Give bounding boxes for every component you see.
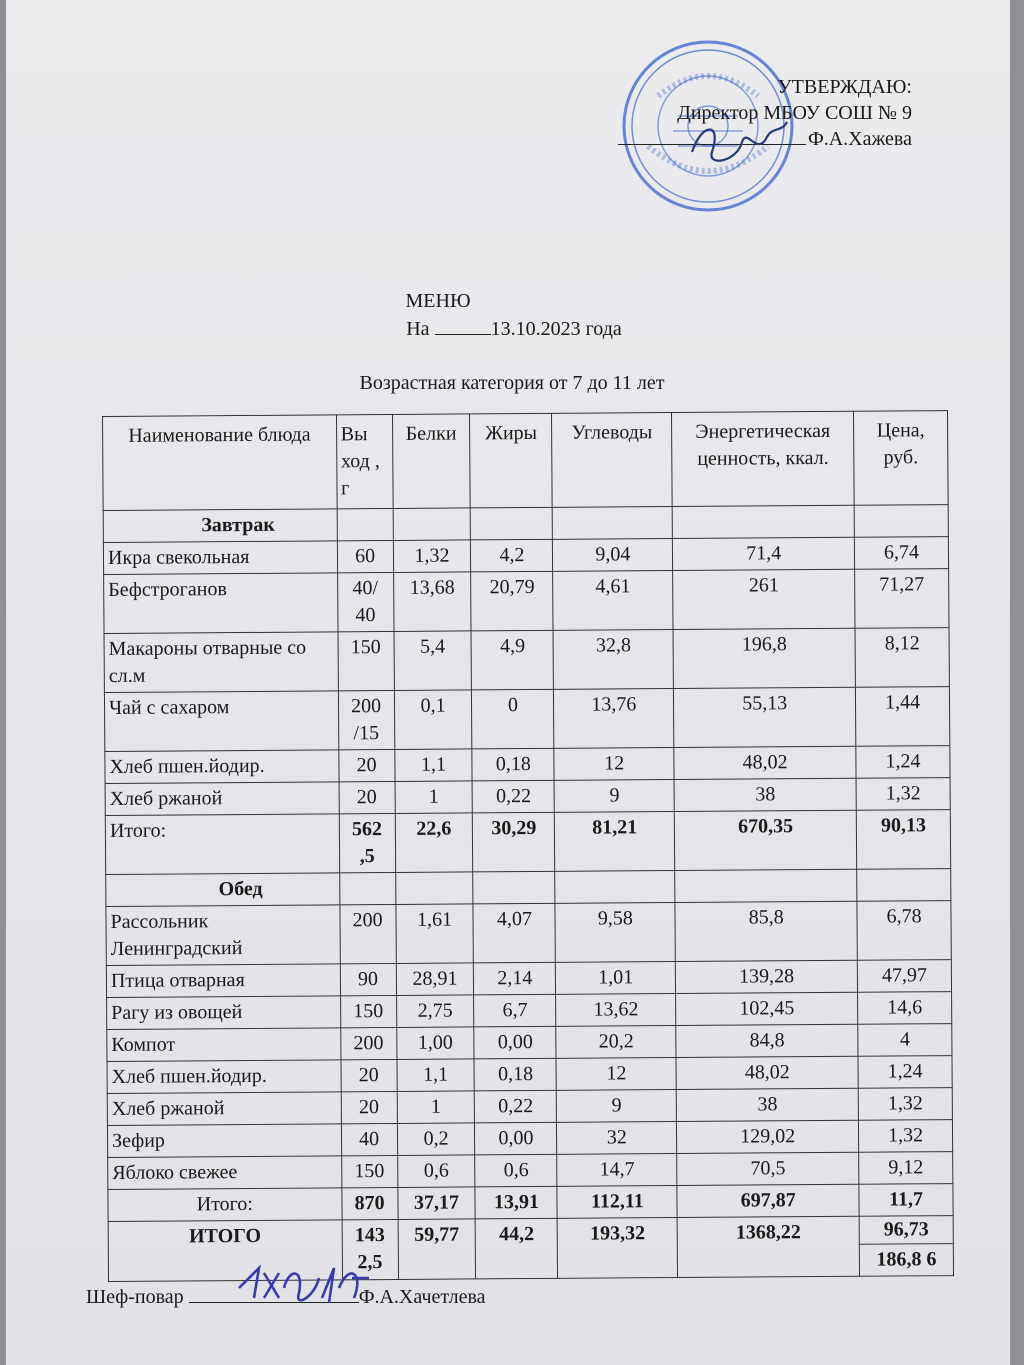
cell-yield: 20 (341, 1091, 397, 1123)
cell-energy: 38 (674, 778, 856, 811)
cell-carbs: 1,01 (556, 962, 676, 995)
cell-yield: 90 (340, 963, 396, 995)
cell-fat: 44,2 (476, 1218, 558, 1279)
cell-yield: 870 (342, 1187, 398, 1219)
cell-price: 11,7 (859, 1184, 953, 1217)
cell-energy: 71,4 (673, 537, 855, 570)
cell-protein: 13,68 (393, 572, 471, 632)
cell-energy: 38 (676, 1088, 858, 1121)
cell-price: 6,74 (854, 537, 948, 570)
cell-protein: 1,32 (393, 540, 471, 573)
cell-energy: 697,87 (677, 1184, 859, 1217)
cell-fat: 13,91 (475, 1186, 557, 1219)
total-price-extra: 96,73 (860, 1216, 953, 1245)
approval-position: Директор МБОУ СОШ № 9 (677, 102, 912, 124)
cell-price: 1,32 (856, 778, 950, 811)
cell-protein: 22,6 (395, 813, 473, 873)
section-label: Завтрак (103, 509, 337, 543)
chef-role: Шеф-повар (86, 1286, 184, 1308)
approval-name: Ф.А.Хажева (807, 128, 912, 150)
table-row (104, 687, 949, 752)
cell-protein: 1,00 (396, 1027, 474, 1060)
cell-carbs: 112,11 (557, 1186, 677, 1219)
table-row (106, 901, 951, 966)
cell-carbs: 9,58 (555, 903, 675, 963)
cell-protein: 5,4 (394, 631, 472, 691)
cell-carbs: 9 (557, 1090, 677, 1123)
cell-name: Хлеб пшен.йодир. (105, 750, 339, 784)
col-header-fat: Жиры (470, 413, 553, 508)
cell-price: 47,97 (857, 960, 951, 993)
cell-yield: 200 (340, 904, 396, 963)
cell-protein: 28,91 (396, 963, 474, 996)
cell-energy: 670,35 (675, 810, 857, 870)
cell-protein: 1 (395, 781, 473, 814)
director-signature (682, 112, 792, 170)
cell-price: 1,44 (856, 687, 950, 747)
cell-yield: 20 (338, 749, 394, 781)
cell-fat: 2,14 (474, 962, 556, 995)
cell-yield: 60 (337, 540, 393, 572)
chef-name: Ф.А.Хачетлева (358, 1286, 486, 1308)
cell-energy: 1368,22 (677, 1216, 859, 1277)
cell-fat: 0,00 (475, 1122, 557, 1155)
date-value: 13.10.2023 года (490, 318, 622, 340)
cell-energy: 84,8 (676, 1024, 858, 1057)
cell-protein: 1,1 (394, 749, 472, 782)
cell-energy: 139,28 (676, 960, 858, 993)
cell-carbs: 9,04 (553, 539, 673, 572)
document-title: МЕНЮ (405, 290, 471, 312)
cell-name: Хлеб пшен.йодир. (107, 1060, 341, 1094)
cell-protein: 2,75 (396, 995, 474, 1028)
date-underline (435, 334, 491, 335)
chef-signature (234, 1258, 374, 1318)
cell-name: Чай с сахаром (104, 691, 338, 752)
cell-name: Хлеб ржаной (105, 782, 339, 816)
cell-name: Бефстроганов (104, 573, 338, 634)
cell-fat: 0,18 (472, 748, 554, 781)
cell-price: 71,27 (855, 569, 949, 629)
col-header-energy: Энергетическая ценность, ккал. (672, 411, 854, 506)
cell-name: Рассольник Ленинградский (106, 905, 340, 966)
cell-name: Итого: (108, 1188, 342, 1222)
cell-price: 8,12 (855, 628, 949, 688)
cell-fat: 6,7 (474, 994, 556, 1027)
cell-yield: 20 (341, 1059, 397, 1091)
cell-protein: 37,17 (397, 1187, 475, 1220)
cell-price: 1,24 (856, 746, 950, 779)
cell-energy: 48,02 (674, 746, 856, 779)
cell-yield: 20 (339, 781, 395, 813)
cell-energy: 70,5 (677, 1152, 859, 1185)
cell-fat: 20,79 (471, 571, 553, 631)
cell-price: 14,6 (858, 992, 952, 1025)
cell-yield: 143 2,5 (342, 1219, 398, 1279)
cell-name: Рагу из овощей (107, 996, 341, 1030)
table-header-row (103, 411, 949, 511)
cell-carbs: 13,76 (554, 689, 674, 749)
cell-carbs: 12 (556, 1058, 676, 1091)
cell-carbs: 193,32 (557, 1218, 677, 1279)
col-header-price: Цена, руб. (854, 411, 949, 506)
cell-protein: 0,6 (397, 1155, 475, 1188)
cell-carbs: 20,2 (556, 1026, 676, 1059)
cell-fat: 0,22 (475, 1090, 557, 1123)
cell-name: Яблоко свежее (108, 1156, 342, 1190)
cell-protein: 0,2 (397, 1123, 475, 1156)
cell-name: Птица отварная (106, 964, 340, 998)
cell-energy: 55,13 (674, 687, 856, 747)
table-row (104, 628, 949, 693)
cell-fat: 0,18 (474, 1058, 556, 1091)
section-label: Обед (106, 873, 340, 907)
cell-name: Зефир (107, 1124, 341, 1158)
cell-fat: 4,07 (473, 903, 555, 963)
cell-price: 90,13 (856, 810, 950, 870)
cell-yield: 562 ,5 (339, 813, 395, 872)
cell-fat: 4,2 (471, 539, 553, 572)
cell-carbs: 32,8 (553, 630, 673, 690)
cell-carbs: 4,61 (553, 571, 673, 631)
cell-yield: 150 (340, 995, 396, 1027)
cell-energy: 102,45 (676, 992, 858, 1025)
cell-protein: 1 (397, 1091, 475, 1124)
col-header-name: Наименование блюда (103, 415, 337, 511)
cell-name: ИТОГО (108, 1220, 342, 1282)
cell-price: 1,32 (859, 1120, 953, 1153)
cell-yield: 40 (341, 1123, 397, 1155)
cell-name: Хлеб ржаной (107, 1092, 341, 1126)
cell-yield: 150 (338, 631, 394, 690)
date-prefix: На (406, 318, 430, 340)
cell-carbs: 13,62 (556, 994, 676, 1027)
cell-name: Макароны отварные со сл.м (104, 632, 338, 693)
cell-energy: 85,8 (675, 901, 857, 961)
cell-carbs: 81,21 (555, 812, 675, 872)
cell-fat: 0,00 (474, 1026, 556, 1059)
cell-protein: 1,61 (395, 904, 473, 964)
breakfast-total-row (105, 810, 950, 875)
menu-table (102, 410, 954, 1282)
cell-carbs: 32 (557, 1122, 677, 1155)
cell-fat: 4,9 (471, 630, 553, 690)
cell-name: Икра свекольная (103, 541, 337, 575)
cell-price: 4 (858, 1024, 952, 1057)
cell-yield: 200 /15 (338, 690, 394, 749)
cell-price: 1,24 (858, 1056, 952, 1089)
table-row (104, 569, 949, 634)
cell-price: 6,78 (857, 901, 951, 961)
menu-table-body (103, 505, 953, 1282)
cell-carbs: 14,7 (557, 1154, 677, 1187)
cell-price: 1,32 (858, 1088, 952, 1121)
col-header-yield: Вы ход , г (336, 414, 393, 508)
col-header-carbs: Углеводы (552, 413, 673, 508)
cell-name: Компот (107, 1028, 341, 1062)
cell-yield: 40/ 40 (337, 572, 393, 631)
date-line (12, 318, 1016, 341)
cell-protein: 59,77 (398, 1219, 476, 1280)
cell-price: 96,73 186,8 6 (859, 1216, 953, 1277)
col-header-protein: Белки (392, 414, 471, 509)
cell-fat: 0,22 (473, 780, 555, 813)
document-page (6, 0, 1010, 1365)
cell-fat: 0 (472, 689, 554, 749)
age-category: Возрастная категория от 7 до 11 лет (359, 372, 665, 394)
cell-protein: 1,1 (397, 1059, 475, 1092)
approval-heading: УТВЕРЖДАЮ: (777, 76, 912, 98)
cell-energy: 261 (673, 569, 855, 629)
cell-carbs: 9 (554, 780, 674, 813)
cell-price: 9,12 (859, 1152, 953, 1185)
cell-protein: 0,1 (394, 690, 472, 750)
cell-fat: 0,6 (475, 1154, 557, 1187)
cell-carbs: 12 (554, 748, 674, 781)
cell-yield: 150 (341, 1155, 397, 1187)
cell-name: Итого: (105, 814, 339, 875)
cell-fat: 30,29 (473, 812, 555, 872)
cell-energy: 196,8 (673, 628, 855, 688)
cell-yield: 200 (340, 1027, 396, 1059)
cell-energy: 48,02 (676, 1056, 858, 1089)
cell-energy: 129,02 (677, 1120, 859, 1153)
